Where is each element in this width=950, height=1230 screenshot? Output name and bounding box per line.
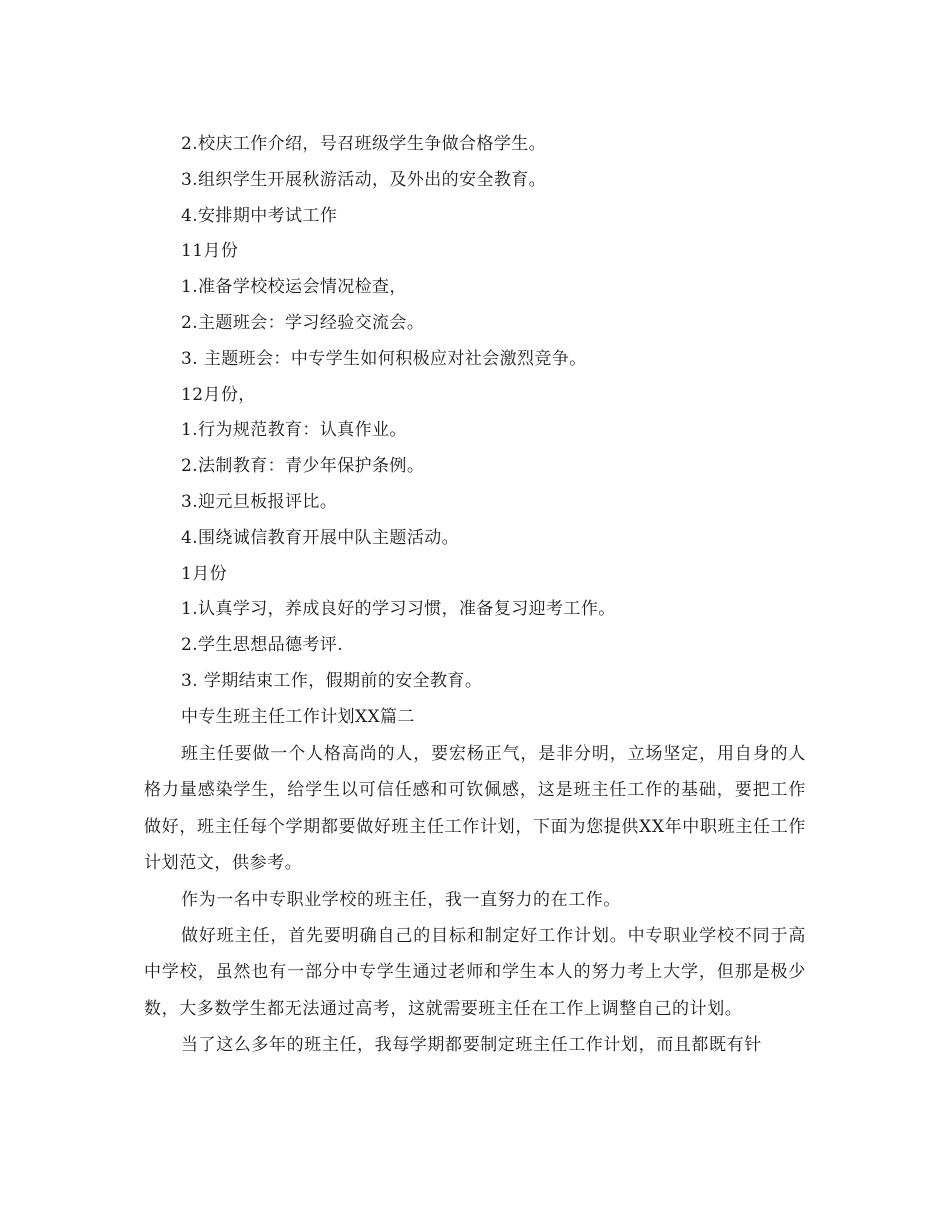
plan-line: 3.迎元旦板报评比。 [181, 491, 338, 512]
month-heading: 1月份 [181, 563, 228, 584]
plan-line: 1.准备学校校运会情况检查， [181, 277, 407, 298]
plan-line: 2.主题班会：学习经验交流会。 [181, 312, 425, 333]
paragraph: 班主任要做一个人格高尚的人，要宏杨正气，是非分明，立场坚定，用自身的人格力量感染学生，给学生以可信任感和可钦佩感，这是班主任工作的基础，要把工作做好，班主任每个学期都要做好班主任工作计划，下面为您提供XX年中职班主任工作计划范文，供参考。 [144, 744, 806, 874]
plan-line: 2.校庆工作介绍，号召班级学生争做合格学生。 [181, 134, 547, 154]
plan-line: 2.学生思想品德考评. [181, 635, 344, 656]
paragraph: 当了这么多年的班主任，我每学期都要制定班主任工作计划，而且都既有针 [181, 1035, 762, 1056]
plan-line: 4.围绕诚信教育开展中队主题活动。 [181, 527, 460, 548]
plan-line: 3. 学期结束工作，假期前的安全教育。 [181, 670, 483, 691]
body-text [144, 736, 806, 1064]
paragraph: 做好班主任，首先要明确自己的目标和制定好工作计划。中专职业学校不同于高中学校，虽然也有一部分中专学生通过老师和学生本人的努力考上大学，但那是极少数，大多数学生都无法通过高考，这就需要班主任在工作上调整自己的计划。 [144, 926, 806, 1019]
plan-line: 1.行为规范教育：认真作业。 [181, 420, 407, 441]
plan-line: 2.法制教育：青少年保护条例。 [181, 456, 425, 477]
plan-line: 1.认真学习，养成良好的学习习惯，准备复习迎考工作。 [181, 599, 616, 620]
plan-line: 3.组织学生开展秋游活动，及外出的安全教育。 [181, 169, 547, 190]
monthly-plan-list [181, 127, 821, 736]
plan-line: 4.安排期中考试工作 [181, 205, 338, 226]
month-heading: 12月份， [181, 384, 256, 405]
paragraph: 作为一名中专职业学校的班主任，我一直努力的在工作。 [181, 889, 621, 910]
month-heading: 11月份 [181, 241, 239, 262]
plan-line: 3. 主题班会：中专学生如何积极应对社会激烈竞争。 [181, 348, 587, 369]
section-title: 中专生班主任工作计划XX篇二 [181, 706, 415, 727]
